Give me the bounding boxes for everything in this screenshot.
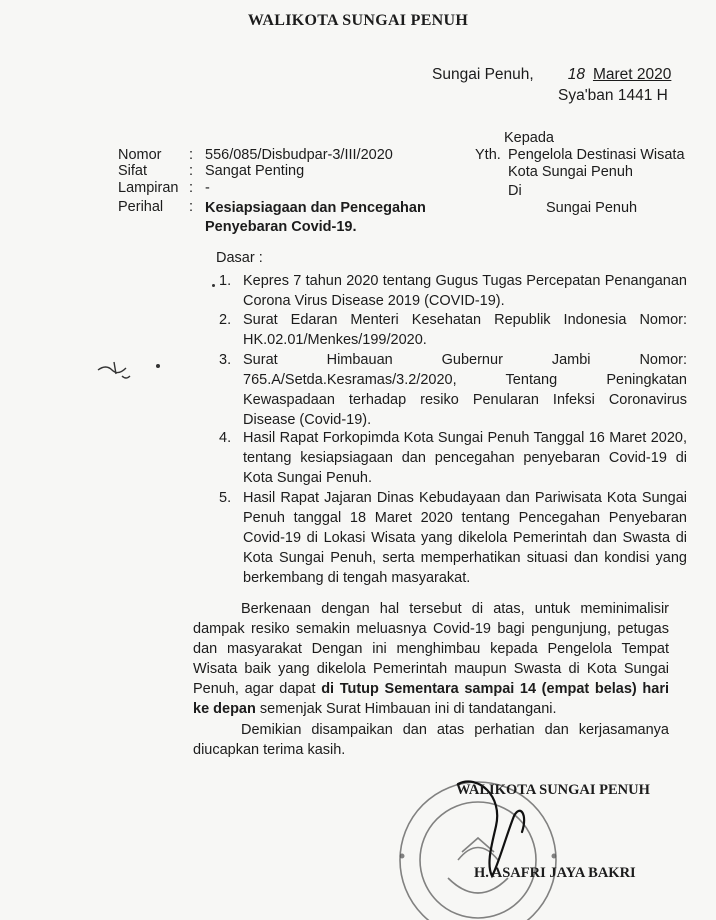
date-line: [432, 66, 671, 84]
recipient-di: Di: [508, 183, 522, 199]
body-text-2: semenjak Surat Himbauan ini di tandatangani.: [255, 701, 557, 717]
recipient-line2: Kota Sungai Penuh: [508, 164, 633, 180]
perihal-colon: :: [189, 199, 194, 215]
body-text-1: Berkenaan dengan hal tersebut di atas, untuk meminimalisir dampak resiko semakin meluasnya Covid-19 bagi pengunjung, petugas dan masyarakat Dengan ini menghimbau kepada Pengelola Tempat Wisata baik yang dikelola Pemerintah maupun Swasta di Kota Sungai Penuh, agar dapat: [193, 601, 669, 697]
dasar-item-number: 3.: [219, 352, 232, 368]
body-text-bold: di Tutup Sementara sampai 14 (empat belas) hari ke depan: [193, 681, 669, 717]
recipient-city: Sungai Penuh: [546, 200, 638, 216]
dasar-item-number: 2.: [219, 312, 232, 328]
dasar-label: Dasar :: [216, 250, 263, 266]
dasar-item-text: Surat Himbauan Gubernur Jambi Nomor: 765.A/Setda.Kesramas/3.2/2020, Tentang Peningkatan Kewaspadaan terhadap resiko Penularan Infeksi Coronavirus Disease (Covid-19).: [243, 352, 687, 428]
dasar-item-number: 1.: [219, 273, 232, 289]
dasar-item-text: Kepres 7 tahun 2020 tentang Gugus Tugas Percepatan Penanganan Corona Virus Disease 2019 (COVID-19).: [243, 273, 687, 309]
dasar-item-text: Surat Edaran Menteri Kesehatan Republik Indonesia Nomor: HK.02.01/Menkes/199/2020.: [243, 312, 687, 348]
perihal-label: Perihal: [118, 199, 164, 215]
signature-name: H. ASAFRI JAYA BAKRI: [474, 865, 636, 881]
recipient-yth: Yth.: [475, 147, 501, 163]
recipient-line1: Pengelola Destinasi Wisata: [508, 147, 685, 163]
lampiran-colon: :: [189, 180, 194, 196]
dasar-item-number: 5.: [219, 490, 232, 506]
dasar-item-text: Hasil Rapat Jajaran Dinas Kebudayaan dan Pariwisata Kota Sungai Penuh tanggal 18 Maret 2020 tentang Pencegahan Penyebaran Covid-19 di Lokasi Wisata yang dikelola Pemerintah dan Swasta di Kota Sungai Penuh, serta memperhatikan situasi dan kondisi yang berkembang di tengah masyarakat.: [243, 490, 687, 586]
sifat-label: Sifat: [118, 163, 148, 179]
recipient-kepada: Kepada: [504, 130, 554, 146]
nomor-colon: :: [189, 147, 194, 163]
margin-dot: [156, 364, 160, 368]
date-place: Sungai Penuh,: [432, 66, 534, 83]
sifat-colon: :: [189, 163, 194, 179]
dasar-item-number: 4.: [219, 430, 232, 446]
date-day: 18: [567, 66, 585, 83]
date-month-year: Maret 2020: [592, 66, 672, 83]
margin-scribble: [94, 352, 164, 387]
letterhead: WALIKOTA SUNGAI PENUH: [247, 12, 469, 29]
sifat-value: Sangat Penting: [205, 163, 305, 179]
perihal-value: Kesiapsiagaan dan Pencegahan Penyebaran Covid-19.: [205, 200, 426, 235]
signature-title: WALIKOTA SUNGAI PENUH: [456, 782, 650, 798]
nomor-value: 556/085/Disbudpar-3/III/2020: [205, 147, 393, 163]
date-hijri: Sya'ban 1441 H: [558, 87, 668, 104]
body-paragraph: [193, 599, 669, 719]
nomor-label: Nomor: [118, 147, 162, 163]
closing-paragraph: Demikian disampaikan dan atas perhatian dan kerjasamanya diucapkan terima kasih.: [193, 722, 669, 758]
margin-dot: [212, 284, 215, 287]
dasar-item-text: Hasil Rapat Forkopimda Kota Sungai Penuh Tanggal 16 Maret 2020, tentang kesiapsiagaan dan pencegahan penyebaran Covid-19 di Kota Sungai Penuh.: [243, 430, 687, 486]
lampiran-label: Lampiran: [118, 180, 179, 196]
lampiran-value: -: [205, 180, 210, 196]
